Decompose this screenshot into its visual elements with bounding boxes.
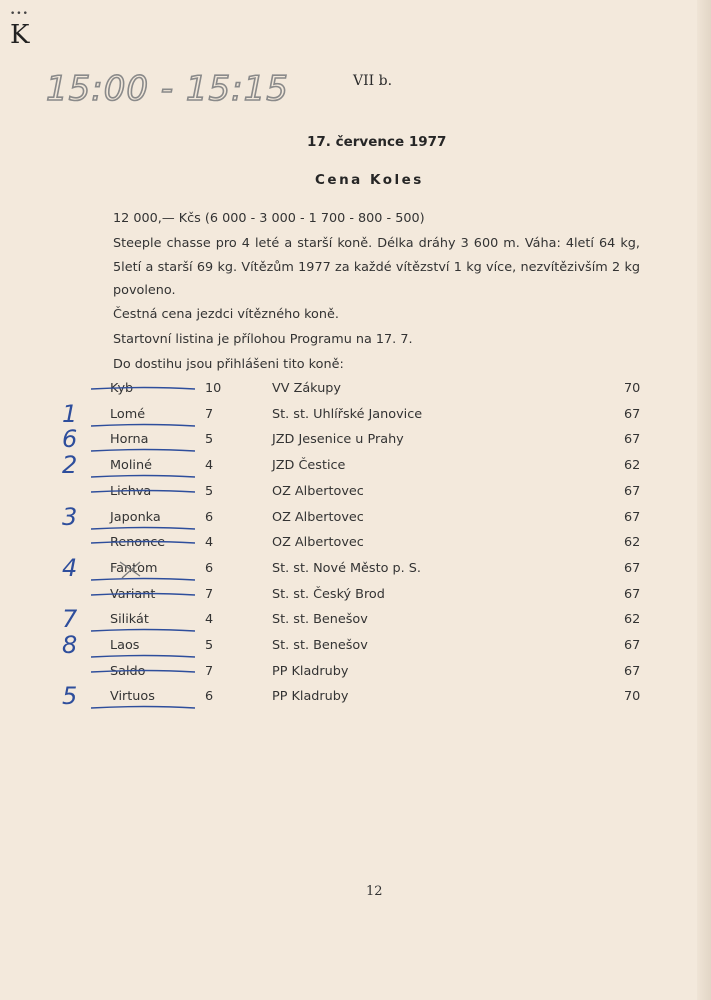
- horse-owner: St. st. Benešov: [272, 638, 368, 653]
- horse-owner: St. st. Benešov: [272, 612, 368, 628]
- handwritten-placing: 1: [62, 399, 78, 428]
- handwritten-time-note: [42, 62, 302, 112]
- race-conditions: Steeple chasse pro 4 leté a starší koně. Délka dráhy 3 600 m. Váha: 4letí 64 kg, 5letí a starší 69 kg. Vítězům 1977 za každé vítězství 1 kg více, nezvítězivším 2 kg povoleno.: [113, 236, 640, 298]
- race-date: 17. července 1977: [307, 134, 447, 150]
- archive-logo: [8, 10, 34, 50]
- ink-underline: [85, 455, 225, 480]
- horse-age: 7: [205, 663, 214, 679]
- horse-weight: 67: [624, 432, 641, 448]
- horse-owner: PP Kladruby: [272, 689, 349, 705]
- horse-name: Saldo: [110, 663, 146, 679]
- entry-row: [0, 605, 711, 634]
- entry-row: [0, 631, 711, 660]
- entry-row: [0, 451, 711, 480]
- horse-weight: 67: [624, 586, 641, 602]
- entry-row: [0, 502, 711, 532]
- horse-age: 7: [205, 406, 214, 422]
- horse-weight: 62: [624, 612, 641, 628]
- horse-name: Laos: [110, 638, 140, 653]
- ink-underline: [85, 404, 225, 429]
- page-number: 12: [366, 884, 383, 899]
- horse-weight: 70: [624, 381, 641, 396]
- horse-owner: OZ Albertovec: [272, 509, 364, 525]
- entry-row: [0, 378, 711, 403]
- horse-age: 4: [205, 612, 214, 628]
- handwritten-time-text: 15:00 - 15:15: [46, 69, 289, 109]
- horse-weight: 67: [624, 560, 641, 576]
- horse-age: 4: [205, 535, 214, 551]
- horse-age: 6: [205, 509, 214, 525]
- honor-prize: Čestná cena jezdci vítězného koně.: [113, 307, 339, 322]
- section-code: VII b.: [353, 73, 393, 89]
- horse-owner: St. st. Český Brod: [272, 586, 385, 602]
- ink-underline: [85, 429, 225, 454]
- horse-owner: OZ Albertovec: [272, 535, 364, 551]
- ink-underline: [85, 609, 225, 634]
- horse-weight: 62: [624, 458, 641, 474]
- handwritten-placing: 8: [62, 631, 78, 659]
- horse-age: 5: [205, 483, 214, 499]
- entry-row: [0, 661, 711, 686]
- handwritten-placing: 5: [62, 682, 78, 711]
- prize-money: 12 000,— Kčs (6 000 - 3 000 - 1 700 - 800 - 500): [113, 211, 425, 226]
- horse-name: Virtuos: [110, 689, 155, 705]
- horse-owner: JZD Čestice: [272, 458, 346, 474]
- handwritten-placing: 3: [62, 502, 78, 531]
- horse-weight: 62: [624, 535, 641, 551]
- horse-weight: 67: [624, 483, 641, 499]
- horse-age: 10: [205, 381, 222, 396]
- horse-weight: 67: [624, 638, 641, 653]
- horse-owner: OZ Albertovec: [272, 483, 364, 499]
- logo-letter: K: [10, 20, 30, 50]
- horse-name: Fantom: [110, 560, 158, 576]
- horse-age: 7: [205, 586, 214, 602]
- horse-name: Horna: [110, 432, 149, 448]
- horse-name: Japonka: [110, 509, 161, 525]
- horse-age: 6: [205, 689, 214, 705]
- logo-dots: •••: [10, 9, 29, 19]
- horse-owner: JZD Jesenice u Prahy: [272, 432, 404, 448]
- horse-weight: 67: [624, 509, 641, 525]
- ink-strikethrough: [85, 481, 225, 506]
- horse-age: 4: [205, 458, 214, 474]
- horse-weight: 67: [624, 406, 641, 422]
- handwritten-placing: 7: [62, 605, 78, 634]
- entry-row: [0, 584, 711, 609]
- race-title: Cena Koles: [315, 172, 424, 188]
- horse-owner: St. st. Uhlířské Janovice: [272, 406, 423, 422]
- ink-strikethrough: [85, 661, 225, 686]
- horse-name: Lichva: [110, 483, 152, 499]
- entries-intro: Do dostihu jsou přihlášeni tito koně:: [113, 357, 344, 372]
- entry-row: [0, 425, 711, 454]
- ink-underline: [85, 686, 225, 711]
- horse-name: Renonce: [110, 535, 166, 551]
- entry-row: [0, 553, 711, 583]
- entry-row: [0, 481, 711, 506]
- horse-age: 6: [205, 560, 214, 576]
- horse-owner: VV Zákupy: [272, 381, 342, 396]
- horse-name: Lomé: [110, 406, 146, 422]
- horse-name: Silikát: [110, 612, 149, 628]
- horse-weight: 70: [624, 689, 641, 705]
- handwritten-placing: 2: [62, 451, 78, 480]
- ink-underline: [85, 635, 225, 660]
- horse-owner: PP Kladruby: [272, 663, 349, 679]
- start-list-note: Startovní listina je přílohou Programu na 17. 7.: [113, 332, 413, 347]
- entry-row: [0, 682, 711, 711]
- horse-age: 5: [205, 638, 214, 653]
- horse-owner: St. st. Nové Město p. S.: [272, 560, 421, 576]
- horse-age: 5: [205, 432, 214, 448]
- entry-row: [0, 399, 711, 429]
- horse-weight: 67: [624, 663, 641, 679]
- entry-row: [0, 532, 711, 557]
- horse-name: Kyb: [110, 381, 134, 396]
- horse-name: Variant: [110, 586, 156, 602]
- ink-strikethrough: [85, 378, 225, 403]
- horse-name: Moliné: [110, 458, 152, 474]
- handwritten-placing: 4: [62, 553, 78, 582]
- handwritten-placing: 6: [62, 425, 78, 454]
